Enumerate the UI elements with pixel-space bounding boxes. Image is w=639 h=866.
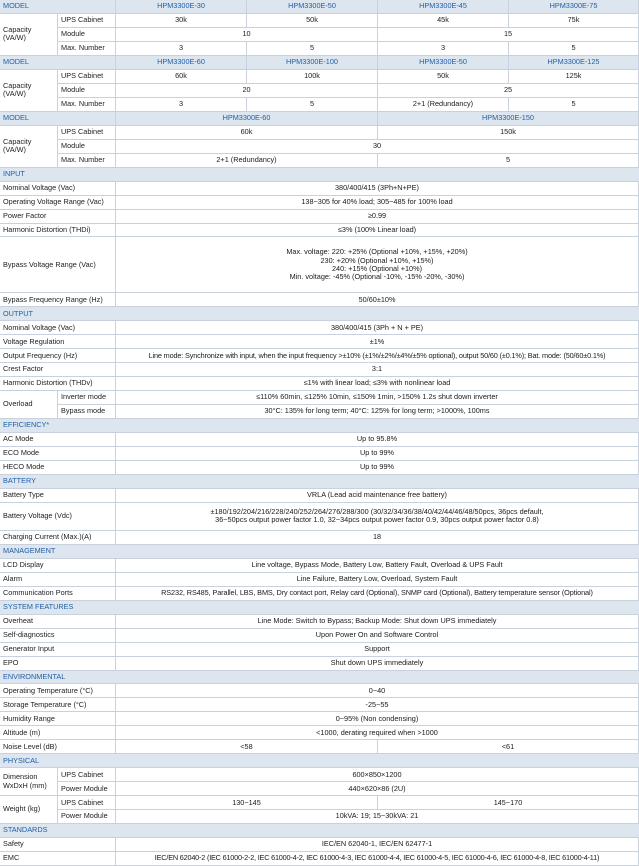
capacity-label: Capacity (VA/W): [0, 70, 58, 112]
section-header-environmental: ENVIRONMENTAL: [0, 671, 639, 685]
section-header-efficiency: EFFICIENCY*: [0, 419, 639, 433]
cell-value: 75k: [509, 14, 639, 28]
cell-value: ≤110% 60min, ≤125% 10min, ≤150% 1min, >150% 1.2s shut down inverter: [116, 391, 639, 405]
cell-value: 5: [247, 98, 378, 112]
cell-value: 10: [116, 28, 378, 42]
cell-value: 18: [116, 531, 639, 545]
cell-value: 50/60±10%: [116, 293, 639, 307]
section-header-standards: STANDARDS: [0, 824, 639, 838]
model-name: HPM3300E-30: [116, 0, 247, 14]
cell-value: 380/400/415 (3Ph+N+PE): [116, 182, 639, 196]
row-label: Bypass mode: [58, 405, 116, 419]
model-name: HPM3300E-150: [378, 112, 639, 126]
cell-value: ≤1% with linear load; ≤3% with nonlinear load: [116, 377, 639, 391]
row-label: Overload: [0, 391, 58, 419]
row-label: Self-diagnostics: [0, 629, 116, 643]
cell-value: 50k: [247, 14, 378, 28]
row-label: Module: [58, 84, 116, 98]
row-label: Bypass Voltage Range (Vac): [0, 237, 116, 293]
cell-value: 2+1 (Redundancy): [378, 98, 509, 112]
row-label: Humidity Range: [0, 712, 116, 726]
row-label: Alarm: [0, 573, 116, 587]
cell-value: Up to 99%: [116, 447, 639, 461]
row-label: UPS Cabinet: [58, 70, 116, 84]
cell-value: IEC/EN 62040-2 (IEC 61000-2-2, IEC 61000-4-2, IEC 61000-4-3, IEC 61000-4-4, IEC 61000-4-5, IEC 61000-4-6, IEC 61000-4-8, IEC 61000-4-11): [116, 852, 639, 866]
capacity-label: Capacity (VA/W): [0, 126, 58, 168]
cell-value: 60k: [116, 70, 247, 84]
row-label: Power Module: [58, 782, 116, 796]
cell-value: <61: [378, 740, 639, 754]
model-header-label: MODEL: [0, 112, 116, 126]
row-label: Nominal Voltage (Vac): [0, 182, 116, 196]
row-label: UPS Cabinet: [58, 14, 116, 28]
row-label: Communication Ports: [0, 587, 116, 601]
model-name: HPM3300E-75: [509, 0, 639, 14]
model-name: HPM3300E-60: [116, 56, 247, 70]
cell-value: 50k: [378, 70, 509, 84]
cell-value: 5: [509, 98, 639, 112]
cell-value: 60k: [116, 126, 378, 140]
row-label: Operating Voltage Range (Vac): [0, 196, 116, 210]
row-label: Max. Number: [58, 42, 116, 56]
cell-value: 3:1: [116, 363, 639, 377]
row-label: Safety: [0, 838, 116, 852]
cell-value: 30k: [116, 14, 247, 28]
row-label: Charging Current (Max.)(A): [0, 531, 116, 545]
cell-value: 5: [378, 154, 639, 168]
model-name: HPM3300E-100: [247, 56, 378, 70]
model-header-label: MODEL: [0, 56, 116, 70]
cell-value: 145~170: [378, 796, 639, 810]
row-label: Power Module: [58, 810, 116, 824]
model-name: HPM3300E-125: [509, 56, 639, 70]
cell-value: 600×850×1200: [116, 768, 639, 782]
cell-value: 3: [378, 42, 509, 56]
model-name: HPM3300E-60: [116, 112, 378, 126]
model-name: HPM3300E-50: [378, 56, 509, 70]
row-label: Module: [58, 140, 116, 154]
cell-value: Line Mode: Switch to Bypass; Backup Mode: Shut down UPS immediately: [116, 615, 639, 629]
cell-value: 5: [247, 42, 378, 56]
cell-value: 125k: [509, 70, 639, 84]
row-label: EPO: [0, 657, 116, 671]
section-header-system: SYSTEM FEATURES: [0, 601, 639, 615]
cell-value: Up to 95.8%: [116, 433, 639, 447]
cell-value: 45k: [378, 14, 509, 28]
cell-value: 30: [116, 140, 639, 154]
row-label: Battery Voltage (Vdc): [0, 503, 116, 531]
row-label: UPS Cabinet: [58, 796, 116, 810]
row-label: Max. Number: [58, 98, 116, 112]
cell-value: <58: [116, 740, 378, 754]
section-header-output: OUTPUT: [0, 307, 639, 321]
cell-value: ±1%: [116, 335, 639, 349]
model-name: HPM3300E-45: [378, 0, 509, 14]
cell-value: Support: [116, 643, 639, 657]
section-header-battery: BATTERY: [0, 475, 639, 489]
text-line: 36~50pcs output power factor 1.0, 32~34pcs output power factor 0.9, 30pcs output power factor 0.8): [215, 515, 539, 525]
row-label: Overheat: [0, 615, 116, 629]
row-label: Max. Number: [58, 154, 116, 168]
cell-value: IEC/EN 62040-1, IEC/EN 62477-1: [116, 838, 639, 852]
row-label: Generator Input: [0, 643, 116, 657]
row-label: Inverter mode: [58, 391, 116, 405]
cell-value: Shut down UPS immediately: [116, 657, 639, 671]
row-label: HECO Mode: [0, 461, 116, 475]
model-name: HPM3300E-50: [247, 0, 378, 14]
row-label: Weight (kg): [0, 796, 58, 824]
row-label: Noise Level (dB): [0, 740, 116, 754]
row-label: Nominal Voltage (Vac): [0, 321, 116, 335]
row-label: LCD Display: [0, 559, 116, 573]
cell-value: 25: [378, 84, 639, 98]
cell-value: Up to 99%: [116, 461, 639, 475]
text-line: Min. voltage: -45% (Optional -10%, -15% -20%, -30%): [289, 272, 465, 282]
row-label: Altitude (m): [0, 726, 116, 740]
cell-value: 10kVA: 19; 15~30kVA: 21: [116, 810, 639, 824]
cell-value: Upon Power On and Software Control: [116, 629, 639, 643]
row-label: Crest Factor: [0, 363, 116, 377]
cell-value: RS232, RS485, Parallel, LBS, BMS, Dry contact port, Relay card (Optional), SNMP card (Optional), Battery temperature sensor (Optional): [116, 587, 639, 601]
row-label: EMC: [0, 852, 116, 866]
section-header-physical: PHYSICAL: [0, 754, 639, 768]
section-header-management: MANAGEMENT: [0, 545, 639, 559]
cell-value: 150k: [378, 126, 639, 140]
row-label: UPS Cabinet: [58, 126, 116, 140]
row-label: UPS Cabinet: [58, 768, 116, 782]
cell-value: 0~40: [116, 684, 639, 698]
row-label: Harmonic Distortion (THDi): [0, 224, 116, 238]
cell-value: Line Failure, Battery Low, Overload, System Fault: [116, 573, 639, 587]
row-label: Voltage Regulation: [0, 335, 116, 349]
section-header-input: INPUT: [0, 168, 639, 182]
row-label: AC Mode: [0, 433, 116, 447]
row-label: Dimension WxDxH (mm): [0, 768, 58, 796]
text-line: 240: +15% (Optional +10%): [331, 263, 423, 273]
cell-value: 2+1 (Redundancy): [116, 154, 378, 168]
cell-value: 440×620×86 (2U): [116, 782, 639, 796]
cell-value: 380/400/415 (3Ph + N + PE): [116, 321, 639, 335]
row-label: ECO Mode: [0, 447, 116, 461]
row-label: Storage Temperature (°C): [0, 698, 116, 712]
capacity-label: Capacity (VA/W): [0, 14, 58, 56]
text-line: 230: +20% (Optional +10%, +15%): [320, 255, 434, 265]
cell-value: -25~55: [116, 698, 639, 712]
cell-value: 30°C: 135% for long term; 40°C: 125% for long term; >1000%, 100ms: [116, 405, 639, 419]
row-label: Operating Temperature (°C): [0, 684, 116, 698]
row-label: Bypass Frequency Range (Hz): [0, 293, 116, 307]
cell-value: 138~305 for 40% load; 305~485 for 100% load: [116, 196, 639, 210]
cell-value: 100k: [247, 70, 378, 84]
cell-value: Line voltage, Bypass Mode, Battery Low, Battery Fault, Overload & UPS Fault: [116, 559, 639, 573]
cell-value: 130~145: [116, 796, 378, 810]
cell-value: 5: [509, 42, 639, 56]
row-label: Battery Type: [0, 489, 116, 503]
row-label: Module: [58, 28, 116, 42]
row-label: Power Factor: [0, 210, 116, 224]
row-label: Output Frequency (Hz): [0, 349, 116, 363]
cell-value: 3: [116, 42, 247, 56]
model-header-label: MODEL: [0, 0, 116, 14]
cell-value: Line mode: Synchronize with input, when the input frequency >±10% (±1%/±2%/±4%/±5% optional), output 50/60 (±0.1%); Bat. mode: (50/60±0.1%): [116, 349, 639, 363]
cell-value: 0~95% (Non condensing): [116, 712, 639, 726]
cell-value: <1000, derating required when >1000: [116, 726, 639, 740]
cell-value: VRLA (Lead acid maintenance free battery): [116, 489, 639, 503]
text-line: Max. voltage: 220: +25% (Optional +10%, +15%, +20%): [286, 247, 468, 257]
cell-value: ≤3% (100% Linear load): [116, 224, 639, 238]
cell-value: 20: [116, 84, 378, 98]
text-line: ±180/192/204/216/228/240/252/264/276/288/300 (30/32/34/36/38/40/42/44/46/48/50pcs, 36pcs default,: [210, 506, 544, 516]
cell-value: 15: [378, 28, 639, 42]
bypass-voltage-value: [116, 237, 639, 293]
cell-value: 3: [116, 98, 247, 112]
cell-value: ≥0.99: [116, 210, 639, 224]
row-label: Harmonic Distortion (THDv): [0, 377, 116, 391]
battery-voltage-value: [116, 503, 639, 531]
